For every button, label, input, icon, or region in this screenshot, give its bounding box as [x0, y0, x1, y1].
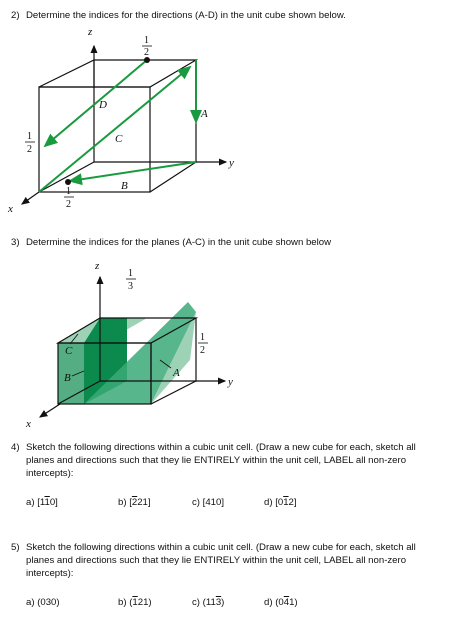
label-b: B — [121, 180, 128, 192]
fraction-left-numerator: 1 — [27, 131, 32, 142]
label-c: C — [65, 345, 73, 357]
z-label: z — [95, 260, 100, 272]
label-d: D — [99, 99, 107, 111]
option-a: a) [110] — [26, 497, 58, 508]
fraction-third-numerator: 1 — [128, 268, 133, 279]
option-d: d) (041) — [264, 597, 298, 608]
question-3-heading — [11, 236, 331, 249]
option-b: b) (121) — [118, 597, 152, 608]
fraction-half-denominator: 2 — [200, 345, 205, 356]
x-label: x — [8, 203, 13, 215]
question-5-text: Sketch the following directions within a cubic unit cell. (Draw a new cube for each, sketch all planes and directions such that they lie ENTIRELY within the unit cell, LABEL all non-zero intercepts): — [26, 542, 416, 579]
question-5-heading — [11, 541, 26, 554]
fraction-top-numerator: 1 — [144, 35, 149, 46]
cube-top-face — [39, 60, 196, 87]
question-4-text: Sketch the following directions within a cubic unit cell. (Draw a new cube for each, sketch all planes and directions such that they lie ENTIRELY within the unit cell, LABEL all non-zero intercepts): — [26, 442, 416, 479]
label-c: C — [115, 133, 123, 145]
question-text: Determine the indices for the directions (A-D) in the unit cube shown below. — [26, 10, 346, 21]
fraction-half-numerator: 1 — [200, 332, 205, 343]
label-b: B — [64, 372, 71, 384]
fraction-bottom-numerator: 1 — [66, 186, 71, 197]
direction-c — [39, 67, 190, 192]
label-a: A — [173, 367, 180, 379]
intercept-dot-bottom — [65, 179, 71, 185]
y-label: y — [228, 376, 233, 388]
option-c: c) [410] — [192, 497, 224, 508]
x-axis — [22, 192, 39, 204]
question-number: 2) — [11, 10, 20, 21]
x-label: x — [26, 418, 31, 430]
fraction-left-denominator: 2 — [27, 144, 32, 155]
question-number: 5) — [11, 542, 20, 553]
unit-cube-directions-figure — [0, 22, 456, 222]
option-d: d) [012] — [264, 497, 297, 508]
unit-cube-planes-figure — [0, 252, 456, 432]
fraction-top-denominator: 2 — [144, 47, 149, 58]
question-4-heading — [11, 441, 26, 454]
question-number: 3) — [11, 237, 20, 248]
question-2-heading — [11, 9, 346, 22]
question-text: Determine the indices for the planes (A-C) in the unit cube shown below — [26, 237, 332, 248]
direction-d — [45, 60, 147, 146]
option-c: c) (113) — [192, 597, 225, 608]
fraction-third-denominator: 3 — [128, 281, 133, 292]
z-label: z — [88, 26, 93, 38]
y-label: y — [229, 157, 234, 169]
fraction-bottom-denominator: 2 — [66, 199, 71, 210]
cube-edge — [150, 162, 196, 192]
option-b: b) [221] — [118, 497, 151, 508]
x-axis — [40, 404, 60, 417]
option-a: a) (030) — [26, 597, 60, 608]
question-number: 4) — [11, 442, 20, 453]
label-a: A — [201, 108, 208, 120]
